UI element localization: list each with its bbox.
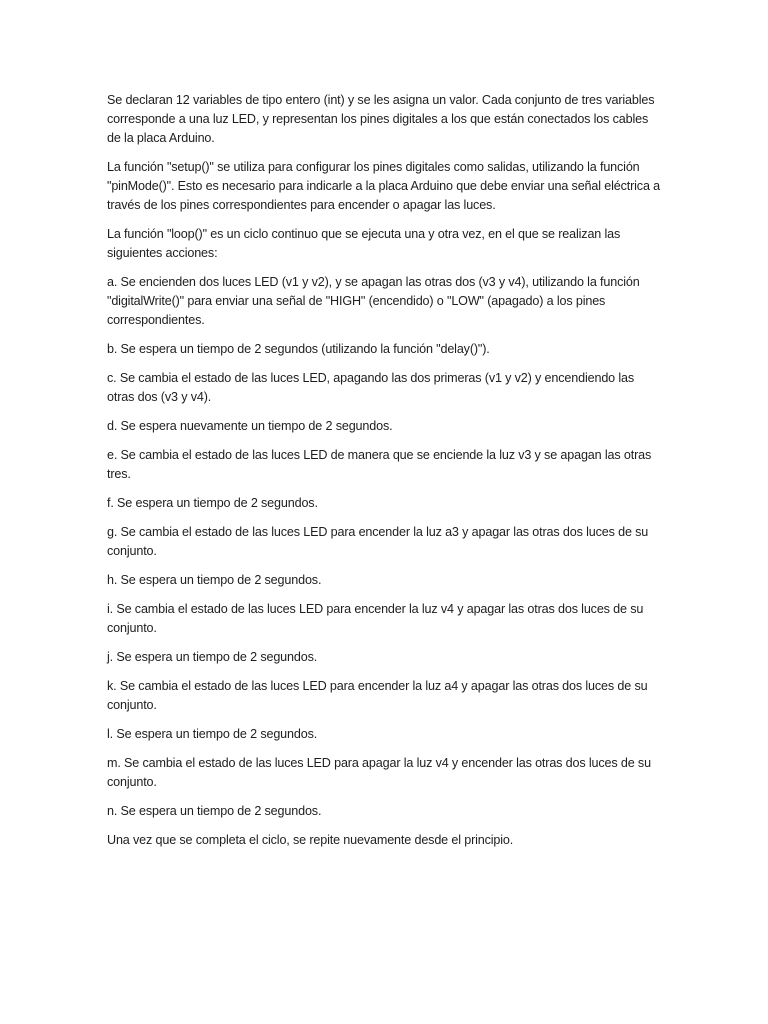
step-i: i. Se cambia el estado de las luces LED para encender la luz v4 y apagar las otras dos luces de su conjunto. [107,602,644,635]
step-l: l. Se espera un tiempo de 2 segundos. [107,727,318,741]
step-e: e. Se cambia el estado de las luces LED de manera que se enciende la luz v3 y se apagan las otras tres. [107,448,652,481]
document-body [107,91,662,860]
step-d: d. Se espera nuevamente un tiempo de 2 segundos. [107,419,393,433]
step-c: c. Se cambia el estado de las luces LED, apagando las dos primeras (v1 y v2) y encendiendo las otras dos (v3 y v4). [107,371,635,404]
step-f: f. Se espera un tiempo de 2 segundos. [107,496,318,510]
step-h: h. Se espera un tiempo de 2 segundos. [107,573,322,587]
paragraph-loop-function: La función "loop()" es un ciclo continuo que se ejecuta una y otra vez, en el que se realizan las siguientes acciones: [107,227,621,260]
step-b: b. Se espera un tiempo de 2 segundos (utilizando la función "delay()"). [107,342,490,356]
step-n: n. Se espera un tiempo de 2 segundos. [107,804,322,818]
step-a: a. Se encienden dos luces LED (v1 y v2), y se apagan las otras dos (v3 y v4), utilizando la función "digitalWrite()" para enviar una señal de "HIGH" (encendido) o "LOW" (apagado) a los pines correspondientes. [107,275,640,327]
step-k: k. Se cambia el estado de las luces LED para encender la luz a4 y apagar las otras dos luces de su conjunto. [107,679,648,712]
step-j: j. Se espera un tiempo de 2 segundos. [107,650,318,664]
step-m: m. Se cambia el estado de las luces LED para apagar la luz v4 y encender las otras dos luces de su conjunto. [107,756,651,789]
paragraph-cycle-repeat: Una vez que se completa el ciclo, se repite nuevamente desde el principio. [107,833,514,847]
paragraph-intro-variables: Se declaran 12 variables de tipo entero (int) y se les asigna un valor. Cada conjunto de tres variables corresponde a una luz LED, y representan los pines digitales a los que están conectados los cables de la placa Arduino. [107,93,655,145]
paragraph-setup-function: La función "setup()" se utiliza para configurar los pines digitales como salidas, utilizando la función "pinMode()". Esto es necesario para indicarle a la placa Arduino que debe enviar una señal eléctrica a través de los pines correspondientes para encender o apagar las luces. [107,160,661,212]
step-g: g. Se cambia el estado de las luces LED para encender la luz a3 y apagar las otras dos luces de su conjunto. [107,525,649,558]
